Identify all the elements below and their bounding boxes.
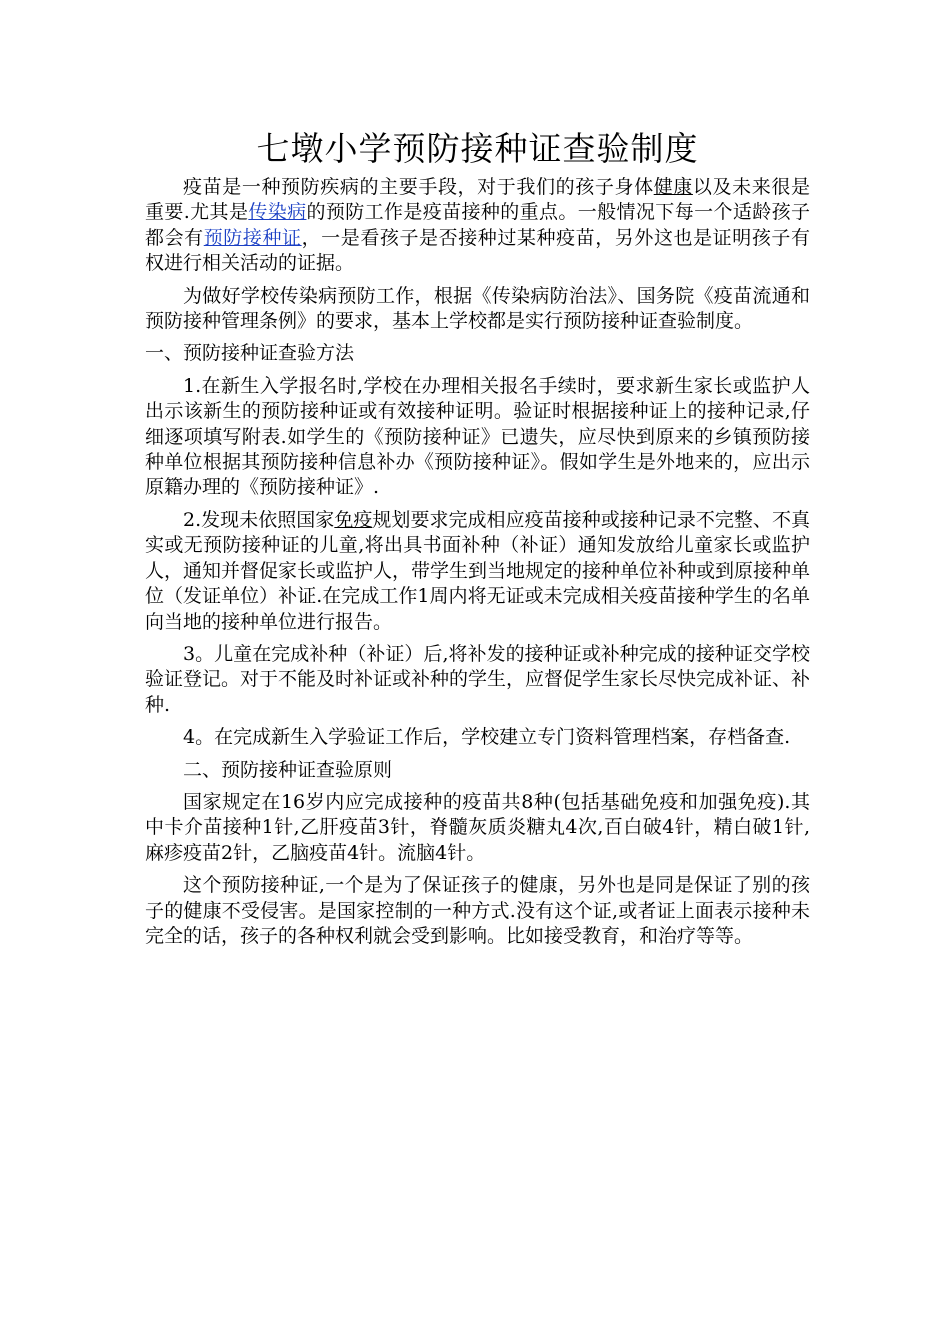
vaccination-certificate-link[interactable]: 预防接种证: [203, 226, 302, 249]
item2-text-b: 规划要求完成相应疫苗接种或接种记录不完整、不真实或无预防接种证的儿童,将出具书面补种（补证）通知发放给儿童家长或监护人，通知并督促家长或监护人，带学生到当地规定的接种单位补种或到原接种单位（发证单位）补证.在完成工作1周内将无证或未完成相关疫苗接种学生的名单向当地的接种单位进行报告。: [145, 508, 811, 633]
intro-text-b: 以及未来很是重要.尤其是: [145, 176, 810, 224]
intro-text-d: ，一是看孩子是否接种过某种疫苗，另外这也是证明孩子有权进行相关活动的证据。: [145, 226, 810, 275]
section1-item-1: 1.在新生入学报名时,学校在办理相关报名手续时，要求新生家长或监护人出示该新生的预防接种证或有效接种证明。验证时根据接种证上的接种记录,仔细逐项填写附表.如学生的《预防接种证》已遗失，应尽快到原来的乡镇预防接种单位根据其预防接种信息补办《预防接种证》。假如学生是外地来的，应出示原籍办理的《预防接种证》.: [145, 374, 810, 499]
section2-paragraph-1: 国家规定在16岁内应完成接种的疫苗共8种(包括基础免疫和加强免疫).其中卡介苗接种1针,乙肝疫苗3针，脊髓灰质炎糖丸4次,百白破4针，精白破1针,麻疹疫苗2针，乙脑疫苗4针。流脑4针。: [145, 790, 810, 864]
item2-text-a: 2.发现未依照国家: [183, 508, 335, 531]
health-underlined: 健康: [653, 176, 693, 198]
section1-item-2: [145, 508, 810, 635]
intro-text-c: 的预防工作是疫苗接种的重点。一般情况下每一个适龄孩子都会有: [145, 201, 810, 249]
immunity-underlined: 免疫: [334, 508, 373, 531]
section1-heading: 一、预防接种证查验方法: [145, 342, 355, 365]
intro-paragraph-1: [145, 175, 810, 277]
document-page: [145, 126, 810, 956]
section2-paragraph-2: 这个预防接种证,一个是为了保证孩子的健康，另外也是同是保证了别的孩子的健康不受侵害。是国家控制的一种方式.没有这个证,或者证上面表示接种未完全的话，孩子的各种权利就会受到影响。比如接受教育，和治疗等等。: [145, 874, 810, 947]
document-title: 七墩小学预防接种证查验制度: [256, 129, 699, 168]
section1-item-4: 4。在完成新生入学验证工作后，学校建立专门资料管理档案，存档备查.: [183, 726, 791, 749]
intro-text-a: 疫苗是一种预防疾病的主要手段，对于我们的孩子身体: [183, 176, 654, 198]
section1-item-3: 3。儿童在完成补种（补证）后,将补发的接种证或补种完成的接种证交学校验证登记。对于不能及时补证或补种的学生，应督促学生家长尽快完成补证、补种.: [145, 642, 811, 716]
infectious-disease-link[interactable]: 传染病: [248, 201, 307, 224]
intro-paragraph-2: 为做好学校传染病预防工作，根据《传染病防治法》、国务院《疫苗流通和预防接种管理条例》的要求，基本上学校都是实行预防接种证查验制度。: [145, 284, 810, 333]
section2-heading: 二、预防接种证查验原则: [183, 758, 393, 781]
